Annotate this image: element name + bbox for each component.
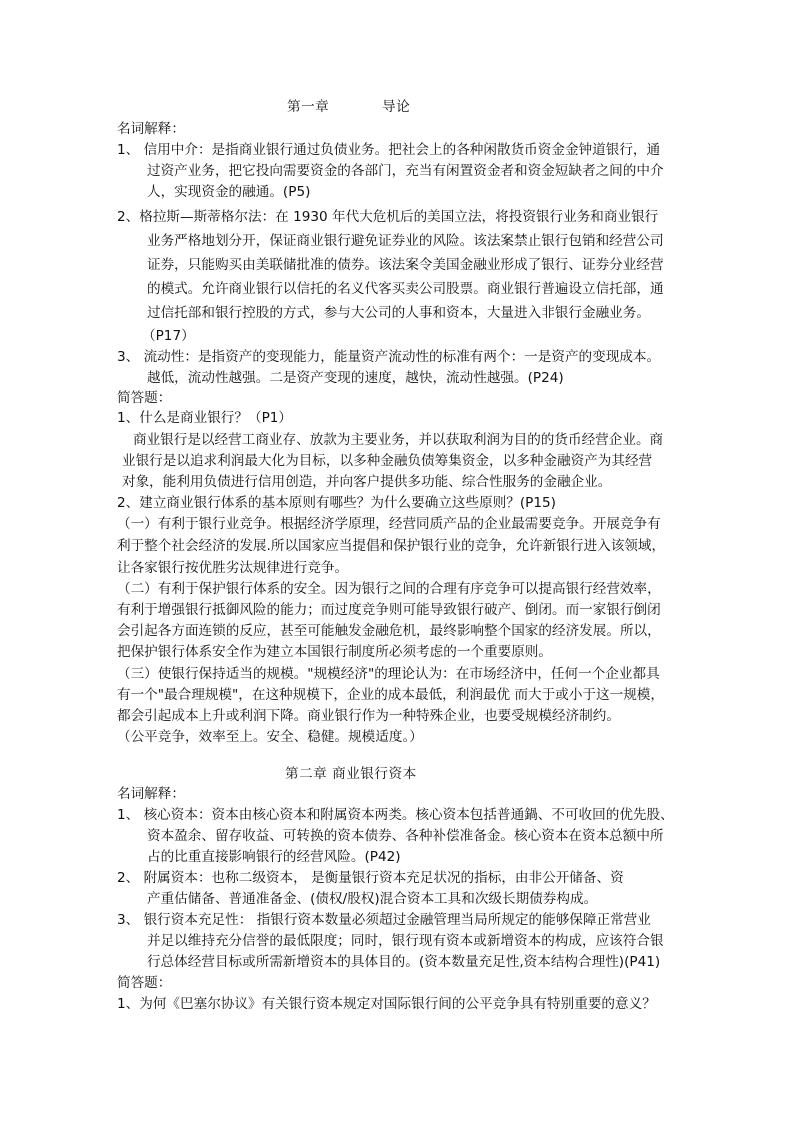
chapter-1-title-name: 导论 [382,99,411,115]
ch1-q2-summary: （公平竞争，效率至上。安全、稳健。规模适度。） [117,729,423,745]
ch2-qa-heading: 简答题： [117,975,172,991]
ch1-qa-heading: 简答题： [117,390,172,406]
ch1-q2-para2-line2: 有利于增强银行抵御风险的能力；而过度竞争则可能导致银行破产、倒闭。而一家银行倒闭 [117,602,661,618]
ch1-term3-line1: 3、 流动性：是指资产的变现能力，能量资产流动性的标准有两个：一是资产的变现成本。 [117,349,661,365]
ch1-term2-line4: 的模式。允许商业银行以信托的名义代客买卖公司股票。商业银行普遍设立信托部，通 [147,281,664,297]
ch1-q2-para3-line1: （三）使银行保持适当的规模。"规模经济"的理论认为：在市场经济中，任何一个企业都具 [117,666,660,682]
ch1-q2-para2-line3: 会引起各方面连锁的反应，甚至可能触发金融危机，最终影响整个国家的经济发展。所以， [117,623,661,639]
ch1-q2-question: 2、建立商业银行体系的基本原则有哪些？为什么要确立这些原则？(P15) [117,495,556,511]
ch2-term3-line2: 并足以维持充分信誉的最低限度；同时，银行现有资本或新增资本的构成，应该符合银 [147,933,664,949]
ch1-term2-line2: 业务严格地划分开，保证商业银行避免证券业的风险。该法案禁止银行包销和经营公司 [147,233,664,249]
ch1-q1-question: 1、什么是商业银行？（P1） [117,410,293,426]
ch1-term2-line3: 证券，只能购买由美联储批准的债券。该法案令美国金融业形成了银行、证券分业经营 [147,257,664,273]
ch2-term1-line3: 占的比重直接影响银行的经营风险。(P42) [147,849,401,865]
ch2-term1-line2: 资本盈余、留存收益、可转换的资本债券、各种补偿准备金。核心资本在资本总额中所 [147,828,664,844]
ch1-q2-para1-line1: （一）有利于银行业竞争。根据经济学原理，经营同质产品的企业最需要竞争。开展竞争有 [117,516,661,532]
ch2-term1-line1: 1、 核心资本：资本由核心资本和附属资本两类。核心资本包括普通鍋、不可收回的优先股、 [117,807,674,823]
ch1-term2-line6: （P17） [142,328,195,344]
chapter-2-title: 第二章 商业银行资本 [285,766,417,782]
ch2-q1-question: 1、为何《巴塞尔协议》有关银行资本规定对国际银行间的公平竞争具有特别重要的意义？ [117,996,656,1012]
ch1-term3-line2: 越低，流动性越强。二是资产变现的速度，越快，流动性越强。(P24) [147,370,564,386]
ch2-term2-line2: 产重估储备、普通准备金、(债权/股权)混合资本工具和次级长期债券构成。 [147,891,598,907]
ch1-term2-line5: 过信托部和银行控股的方式，参与大公司的人事和资本，大量进入非银行金融业务。 [147,305,650,321]
ch1-term1-line2: 过资产业务，把它投向需要资金的各部门，充当有闲置资金者和资金短缺者之间的中介 [147,163,664,179]
chapter-1-title-number: 第一章 [287,99,330,115]
ch1-q2-para2-line4: 把保护银行体系安全作为建立本国银行制度所必须考虑的一个重要原则。 [117,644,552,660]
ch2-terms-heading: 名词解释： [117,786,185,802]
ch1-term1-line3: 人，实现资金的融通。(P5) [147,184,311,200]
ch1-q2-para3-line2: 有一个"最合理规模"，在这种规模下，企业的成本最低，利润最优 而大于或小于这一规模， [117,687,664,703]
ch2-term3-line1: 3、 银行资本充足性： 指银行资本数量必须超过金融管理当局所规定的能够保障正常营业 [117,912,651,928]
ch1-term2-line1: 2、格拉斯—斯蒂格尔法：在 1930 年代大危机后的美国立法，将投资银行业务和商业银行 [117,209,659,225]
ch1-terms-heading: 名词解释： [117,121,185,137]
ch2-term2-line1: 2、 附属资本：也称二级资本， 是衡量银行资本充足状况的指标，由非公开储备、资 [117,870,624,886]
ch1-q2-para2-line1: （二）有利于保护银行体系的安全。因为银行之间的合理有序竞争可以提高银行经营效率， [117,581,661,597]
ch1-q2-para1-line3: 让各家银行按优胜劣汰规律进行竞争。 [117,560,349,576]
ch1-q1-answer-line2: 业银行是以追求利润最大化为目标，以多种金融负债筹集资金，以多种金融资产为其经营 [122,453,653,469]
ch1-q1-answer-line3: 对象，能利用负债进行信用创造，并向客户提供多功能、综合性服务的金融企业。 [122,474,612,490]
ch1-term1-line1: 1、 信用中介：是指商业银行通过负债业务。把社会上的各种闲散货币资金金钟道银行，通 [117,142,661,158]
ch2-term3-line3: 行总体经营目标或所需新增资本的具体目的。(资本数量充足性,资本结构合理性)(P41) [147,954,661,970]
ch1-q2-para3-line3: 都会引起成本上升或利润下降。商业银行作为一种特殊企业，也要受规模经济制约。 [117,708,620,724]
ch1-q2-para1-line2: 利于整个社会经济的发展.所以国家应当提倡和保护银行业的竞争，允许新银行进入该领域， [117,538,666,554]
ch1-q1-answer-line1: 商业银行是以经营工商业存、放款为主要业务，并以获取利润为目的的货币经营企业。商 [133,432,664,448]
